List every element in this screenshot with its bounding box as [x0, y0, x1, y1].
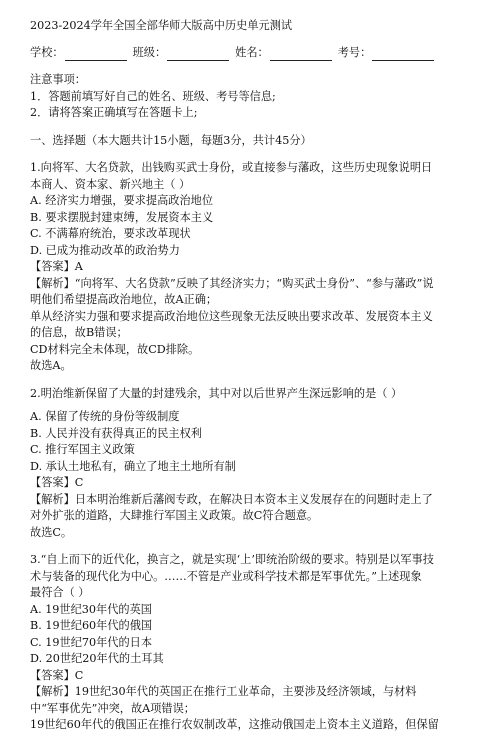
option-d: D. 已成为推动改革的政治势力: [30, 243, 180, 257]
document-title: 2023-2024学年全国全部华师大版高中历史单元测试: [30, 19, 293, 32]
name-field: [235, 45, 332, 62]
analysis-line: 单从经济实力强和要求提高政治地位这些现象无法反映出要求改革、发展资本主义: [30, 309, 433, 323]
analysis-line: 【解析】“向将军、大名贷款”反映了其经济实力；“购买武士身份”、“参与藩政”说: [30, 276, 434, 290]
option-c: C. 不满幕府统治，要求改革现状: [30, 227, 191, 240]
question-stem-line: 3.“自上而下的近代化，换言之，就是实现‘上’即统治阶级的要求。特别是以军事技: [30, 553, 434, 566]
question-stem-line: 最符合（ ）: [30, 586, 90, 599]
option-d: D. 20世纪20年代的土耳其: [30, 652, 164, 665]
school-blank[interactable]: [65, 48, 127, 61]
question-3: [30, 552, 474, 734]
option-d: D. 承认土地私有，确立了地主土地所有制: [30, 459, 236, 473]
analysis-line: 【解析】19世纪30年代的英国正在推行工业革命，主要涉及经济领域，与材料: [30, 685, 417, 698]
answer-line: 【答案】A: [30, 260, 83, 273]
analysis-line: 19世纪60年代的俄国正在推行农奴制改革，这推动俄国走上资本主义道路，但保留: [30, 718, 439, 731]
question-stem-line: 术与装备的现代化为中心。……不管是产业或科学技术都是军事优先。”上述现象: [30, 569, 422, 583]
option-a: A. 保留了传统的身份等级制度: [30, 410, 180, 423]
question-stem-line: 2.明治维新保留了大量的封建残余，其中对以后世界产生深远影响的是（ ）: [30, 386, 403, 400]
analysis-line: 故选A。: [30, 359, 72, 372]
exam-number-field: [338, 45, 435, 62]
analysis-line: 中“军事优先”冲突，故A项错误；: [30, 701, 195, 715]
option-a: A. 经济实力增强，要求提高政治地位: [30, 194, 214, 207]
answer-line: 【答案】C: [30, 476, 84, 489]
class-blank[interactable]: [167, 48, 229, 61]
exam-number-blank[interactable]: [372, 48, 434, 61]
analysis-line: 对外扩张的道路，大肆推行军国主义政策。故C符合题意。: [30, 509, 319, 522]
analysis-line: 明他们希望提高政治地位，故A正确；: [30, 293, 218, 306]
option-b: B. 人民并没有获得真正的民主权利: [30, 426, 202, 440]
question-stem-line: 本商人、资本家、新兴地主（ ）: [30, 177, 191, 191]
notes-block: [30, 72, 474, 122]
option-c: C. 19世纪70年代的日本: [30, 635, 153, 649]
analysis-line: CD材料完全未体现，故CD排除。: [30, 342, 200, 356]
option-b: B. 要求摆脱封建束缚，发展资本主义: [30, 210, 214, 224]
option-b: B. 19世纪60年代的俄国: [30, 619, 153, 632]
name-label: 姓名：: [235, 45, 269, 59]
section-heading: 一、选择题（本大题共计15小题，每题3分，共计45分）: [30, 133, 312, 147]
analysis-line: 【解析】日本明治维新后藩阀专政，在解决日本资本主义发展存在的问题时走上了: [30, 492, 433, 506]
note-item: 2．请将答案正确填写在答题卡上;: [30, 106, 198, 119]
question-stem-line: 1.向将军、大名贷款，出钱购买武士身份，或直接参与藩政，这些历史现象说明日: [30, 161, 433, 174]
name-blank[interactable]: [270, 48, 332, 61]
analysis-line: 的信息，故B错误；: [30, 326, 128, 339]
answer-line: 【答案】C: [30, 668, 84, 682]
question-1: [30, 160, 474, 375]
student-info-row: [30, 45, 474, 62]
school-field: [30, 45, 127, 62]
exam-number-label: 考号：: [337, 45, 372, 59]
option-a: A. 19世纪30年代的英国: [30, 602, 152, 616]
notes-heading: 注意事项：: [30, 73, 86, 86]
class-field: [133, 45, 230, 62]
school-label: 学校：: [30, 45, 64, 59]
class-label: 班级：: [132, 45, 167, 59]
analysis-line: 故选C。: [30, 525, 73, 539]
note-item: 1．答题前填写好自己的姓名、班级、考号等信息;: [30, 89, 276, 103]
question-2: [30, 386, 474, 542]
option-c: C. 推行军国主义政策: [30, 443, 135, 456]
